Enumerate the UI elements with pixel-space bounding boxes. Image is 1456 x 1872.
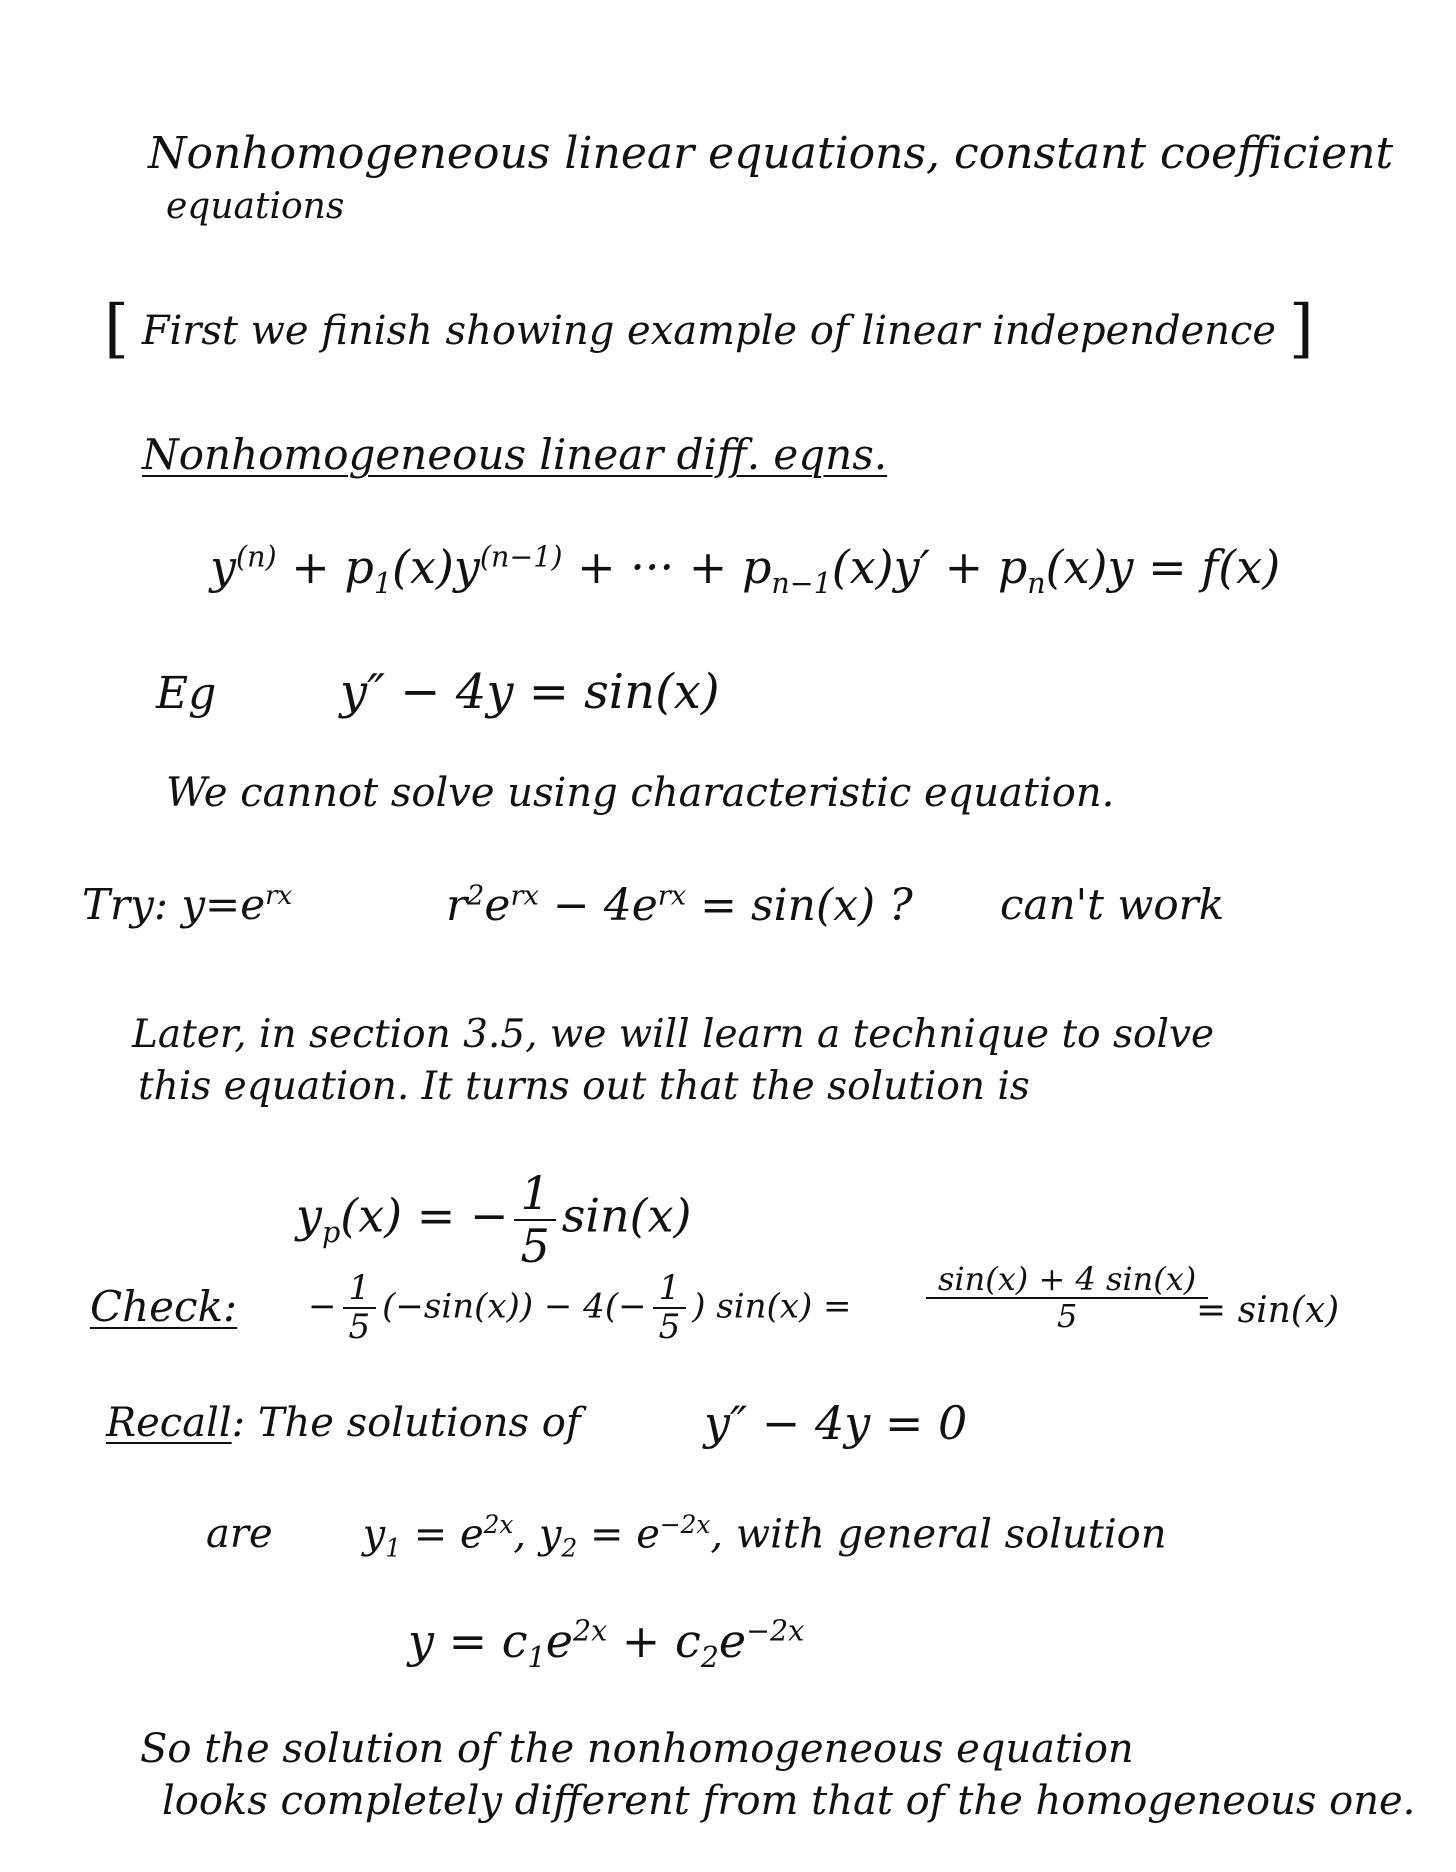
eq-sup: −2x bbox=[746, 1614, 805, 1648]
eq-sup: (n) bbox=[236, 540, 277, 574]
later-line-1: Later, in section 3.5, we will learn a technique to solve bbox=[132, 1012, 1215, 1057]
eq-sup: rx bbox=[510, 880, 539, 912]
fraction bbox=[653, 1270, 687, 1347]
eq-term: − 4e bbox=[538, 880, 658, 931]
eq-term: = e bbox=[401, 1511, 484, 1558]
eq-term: y bbox=[538, 1511, 562, 1558]
conclusion-line-2: looks completely different from that of the homogeneous one. bbox=[162, 1778, 1416, 1824]
fraction-numerator: 1 bbox=[343, 1270, 377, 1309]
eq-sup: 2 bbox=[467, 880, 485, 912]
eq-term: + p bbox=[276, 540, 374, 594]
homogeneous-equation: y″ − 4y = 0 bbox=[704, 1396, 968, 1450]
eq-sup: 2x bbox=[483, 1510, 514, 1539]
example-label: Eg bbox=[156, 668, 217, 719]
eq-sup: 2x bbox=[572, 1614, 608, 1648]
recall-label: Recall bbox=[106, 1400, 232, 1446]
recall-line bbox=[106, 1400, 581, 1446]
eq-sup: −2x bbox=[659, 1510, 711, 1539]
fraction bbox=[926, 1262, 1208, 1334]
example-equation: y″ − 4y = sin(x) bbox=[340, 664, 720, 720]
section-heading: Nonhomogeneous linear diff. eqns. bbox=[142, 430, 888, 479]
eq-term: (x)y′ + p bbox=[831, 540, 1028, 594]
particular-solution bbox=[296, 1168, 692, 1271]
eq-term: (x)y = f(x) bbox=[1045, 540, 1281, 594]
eq-term: y bbox=[362, 1511, 386, 1558]
separator: , bbox=[513, 1511, 539, 1558]
eq-term: , with general solution bbox=[710, 1511, 1167, 1558]
try-label: Try: y=e bbox=[82, 880, 266, 929]
eq-term: e bbox=[718, 1614, 747, 1668]
eq-term: + ··· + p bbox=[562, 540, 772, 594]
eq-sup: (n−1) bbox=[479, 540, 563, 574]
eq-term: e bbox=[545, 1614, 573, 1668]
eq-term: (x) = − bbox=[340, 1188, 509, 1243]
try-line bbox=[82, 880, 292, 929]
fraction-denominator: 5 bbox=[348, 1307, 371, 1348]
general-solution bbox=[408, 1614, 804, 1674]
eq-term: y bbox=[210, 540, 236, 594]
cannot-solve-text: We cannot solve using characteristic equation. bbox=[166, 770, 1115, 816]
eq-sub: 2 bbox=[561, 1533, 578, 1563]
eq-term: ) sin(x) = bbox=[692, 1286, 852, 1327]
eq-term: (x)y bbox=[392, 540, 480, 594]
open-bracket: [ bbox=[104, 292, 129, 366]
check-label: Check: bbox=[90, 1282, 238, 1331]
eq-sup: rx bbox=[657, 880, 687, 912]
fraction-numerator: 1 bbox=[514, 1168, 555, 1221]
fraction-denominator: 5 bbox=[1056, 1297, 1078, 1336]
eq-term: + c bbox=[607, 1614, 701, 1668]
eq-sub: 1 bbox=[527, 1641, 546, 1675]
eq-term: − bbox=[618, 1286, 647, 1327]
close-bracket: ] bbox=[1288, 292, 1314, 366]
check-combined-fraction bbox=[920, 1262, 1214, 1334]
eq-sub: 1 bbox=[373, 567, 393, 601]
fraction-denominator: 5 bbox=[658, 1307, 681, 1348]
cant-work-note: can't work bbox=[1000, 880, 1225, 929]
fraction-numerator: sin(x) + 4 sin(x) bbox=[926, 1262, 1208, 1299]
eq-term: e bbox=[484, 880, 511, 931]
try-sup: rx bbox=[265, 881, 293, 911]
fraction-denominator: 5 bbox=[520, 1218, 550, 1273]
try-substitution bbox=[446, 880, 913, 931]
eq-sub: 2 bbox=[700, 1641, 719, 1675]
check-result: = sin(x) bbox=[1196, 1290, 1340, 1331]
eq-sub: 1 bbox=[385, 1533, 402, 1563]
linear-independence-note bbox=[104, 292, 1314, 366]
general-equation bbox=[210, 540, 1280, 600]
eq-term: − bbox=[308, 1286, 337, 1327]
check-computation bbox=[308, 1270, 852, 1347]
eq-sub: n−1 bbox=[771, 567, 832, 601]
solutions-line bbox=[206, 1510, 1167, 1562]
note-text: First we finish showing example of linear independence bbox=[141, 308, 1277, 354]
fraction-numerator: 1 bbox=[653, 1270, 687, 1309]
eq-term: y bbox=[296, 1188, 322, 1243]
title-line-2: equations bbox=[166, 186, 345, 227]
later-line-2: this equation. It turns out that the solution is bbox=[138, 1064, 1030, 1109]
eq-term: r bbox=[446, 880, 468, 931]
eq-term: y = c bbox=[408, 1614, 528, 1668]
conclusion-line-1: So the solution of the nonhomogeneous equation bbox=[140, 1726, 1134, 1772]
recall-text: : The solutions of bbox=[231, 1400, 581, 1446]
fraction bbox=[343, 1270, 377, 1347]
eq-term: = e bbox=[577, 1511, 660, 1558]
eq-sub: n bbox=[1027, 567, 1046, 601]
eq-sub: p bbox=[322, 1215, 341, 1249]
title-line-1: Nonhomogeneous linear equations, constant coefficient bbox=[148, 128, 1394, 179]
eq-term: = sin(x) ? bbox=[686, 880, 913, 931]
fraction bbox=[514, 1168, 555, 1271]
eq-term: sin(x) bbox=[561, 1188, 692, 1243]
eq-term: (−sin(x)) − 4( bbox=[382, 1286, 619, 1327]
are-word: are bbox=[206, 1511, 273, 1558]
